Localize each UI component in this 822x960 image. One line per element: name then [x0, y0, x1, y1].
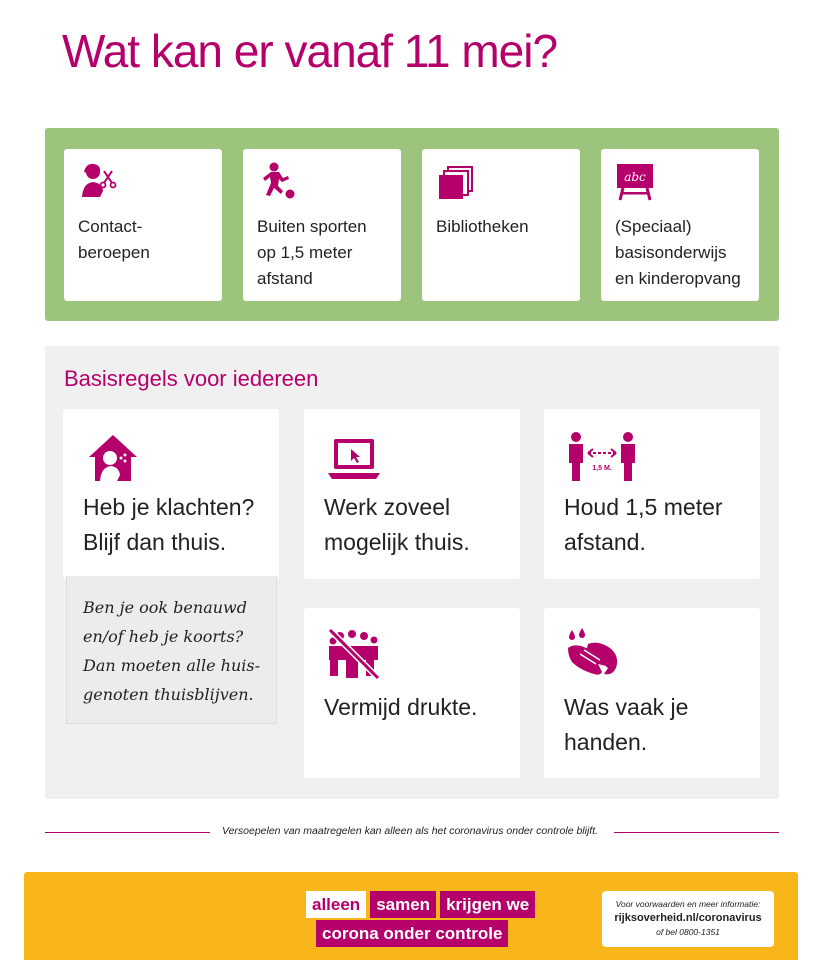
distance-people-icon	[566, 431, 638, 487]
info-url-link[interactable]: rijksoverheid.nl/coronavirus	[614, 912, 762, 924]
divider-right	[614, 832, 779, 833]
slogan-word: alleen	[306, 891, 366, 918]
info-text: Voor voorwaarden en meer informatie:	[615, 899, 761, 909]
rules-heading: Basisregels voor iedereen	[64, 366, 319, 391]
rule-note-text: Ben je ook benauwd en/of heb je koorts? Dan moeten alle huis- genoten thuisblijven.	[83, 598, 260, 704]
slogan-line-2	[316, 920, 512, 947]
card-basisonderwijs	[601, 149, 759, 301]
rule-card-stay-home	[63, 409, 279, 579]
card-bibliotheken	[422, 149, 580, 301]
info-box	[602, 891, 774, 947]
divider-left	[45, 832, 210, 833]
rule-label: Heb je klachten? Blijf dan thuis.	[83, 494, 255, 555]
allowed-label: (Speciaal) basisonderwijs en kinderopvang	[615, 217, 741, 288]
allowed-activities-panel	[45, 128, 779, 321]
card-contactberoepen	[64, 149, 222, 301]
basic-rules-panel	[45, 346, 779, 799]
rule-label: Vermijd drukte.	[324, 694, 478, 720]
footer-note: Versoepelen van maatregelen kan alleen als het coronavirus onder controle blijft.	[221, 825, 599, 837]
rule-card-distance	[544, 409, 760, 579]
distance-label: 1,5 M.	[592, 465, 612, 472]
info-phone: of bel 0800-1351	[656, 927, 720, 937]
campaign-banner	[24, 872, 798, 960]
rule-label: Werk zoveel mogelijk thuis.	[324, 494, 470, 555]
slogan-word: krijgen we	[440, 891, 535, 918]
rule-note-box	[66, 576, 277, 724]
rule-label: Was vaak je handen.	[564, 694, 689, 755]
rule-card-avoid-crowds	[304, 608, 520, 778]
slogan-word: corona onder controle	[316, 920, 508, 947]
no-crowds-icon	[326, 626, 382, 682]
rule-card-wash-hands	[544, 608, 760, 778]
wash-hands-icon	[566, 626, 622, 682]
card-buiten-sporten	[243, 149, 401, 301]
rule-card-work-home	[304, 409, 520, 579]
slogan-word: samen	[370, 891, 436, 918]
rule-label: Houd 1,5 meter afstand.	[564, 494, 723, 555]
allowed-label: Bibliotheken	[436, 217, 529, 236]
books-icon	[436, 161, 476, 201]
football-player-icon	[257, 161, 297, 201]
allowed-label: Contact- beroepen	[78, 217, 150, 262]
house-sick-person-icon	[85, 431, 141, 487]
blackboard-abc-icon	[615, 161, 655, 201]
svg-text:abc: abc	[624, 170, 646, 184]
slogan-line-1	[306, 891, 539, 918]
allowed-label: Buiten sporten op 1,5 meter afstand	[257, 217, 367, 288]
page-title: Wat kan er vanaf 11 mei?	[62, 25, 558, 77]
hairdresser-icon	[78, 161, 118, 201]
laptop-icon	[326, 433, 382, 489]
